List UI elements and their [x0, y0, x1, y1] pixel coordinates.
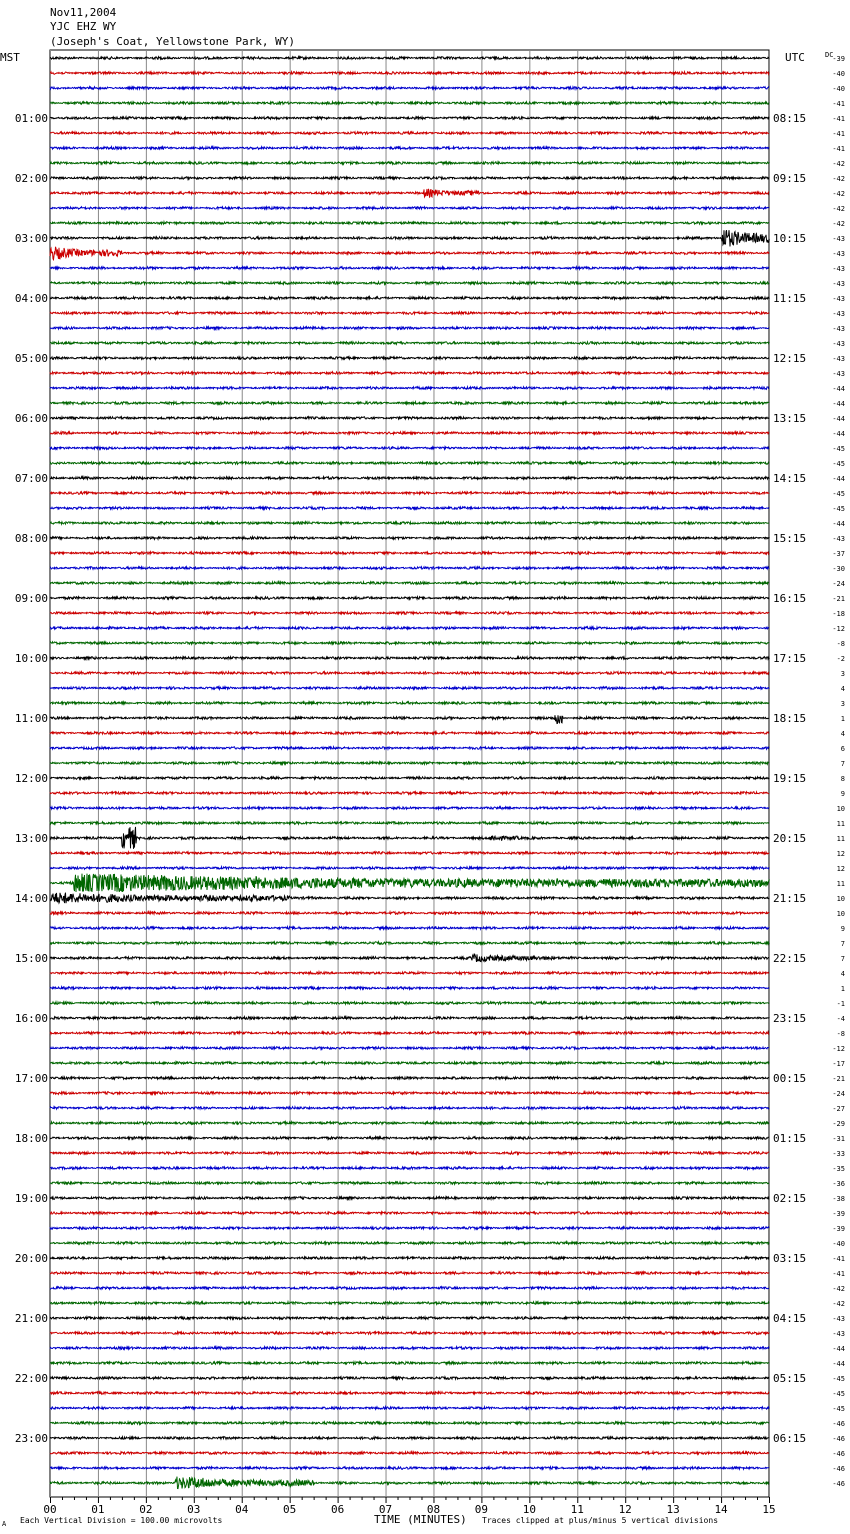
dc-offset-label: -40: [832, 1240, 845, 1248]
x-tick-label: 01: [91, 1503, 105, 1516]
dc-offset-label: -41: [832, 1255, 845, 1263]
utc-hour-label: 09:15: [773, 172, 807, 185]
trace-row: [50, 177, 769, 180]
trace-row: [50, 612, 769, 615]
trace-row: [50, 893, 769, 904]
mst-hour-label: 21:00: [14, 1312, 48, 1325]
trace-row: [50, 1197, 769, 1200]
dc-offset-label: -38: [832, 1195, 845, 1203]
dc-offset-label: 11: [836, 835, 845, 843]
trace-row: [50, 357, 769, 360]
dc-offset-label: -39: [832, 1225, 845, 1233]
dc-offset-label: 7: [840, 940, 845, 948]
trace-row: [50, 627, 769, 630]
utc-hour-label: 22:15: [773, 952, 807, 965]
dc-offset-label: -39: [832, 1210, 845, 1218]
dc-offset-label: -37: [832, 550, 845, 558]
trace-row: [50, 432, 769, 435]
dc-offset-label: -42: [832, 220, 845, 228]
x-axis-label: TIME (MINUTES): [374, 1513, 467, 1526]
utc-hour-label: 13:15: [773, 412, 807, 425]
mst-hour-label: 20:00: [14, 1252, 48, 1265]
corner-mark: A: [2, 1520, 7, 1528]
trace-row: [50, 954, 769, 962]
utc-hour-label: 04:15: [773, 1312, 807, 1325]
utc-hour-label: 11:15: [773, 292, 807, 305]
dc-offset-label: -43: [832, 235, 845, 243]
dc-offset-label: -4: [836, 1015, 845, 1023]
trace-row: [50, 372, 769, 375]
trace-row: [50, 387, 769, 390]
dc-offset-label: 7: [840, 955, 845, 963]
trace-row: [50, 297, 769, 300]
trace-row: [50, 327, 769, 330]
trace-row: [50, 672, 769, 675]
x-tick-label: 02: [139, 1503, 153, 1516]
trace-row: [50, 1017, 769, 1020]
chart-subtitle: (Joseph's Coat, Yellowstone Park, WY): [50, 35, 296, 48]
dc-offset-label: -46: [832, 1435, 845, 1443]
x-tick-label: 15: [762, 1503, 776, 1516]
trace-row: [50, 72, 769, 75]
dc-offset-label: -36: [832, 1180, 845, 1188]
trace-row: [50, 1407, 769, 1410]
trace-row: [50, 1167, 769, 1170]
trace-row: [50, 117, 769, 120]
mst-hour-label: 14:00: [14, 892, 48, 905]
trace-row: [50, 927, 769, 930]
dc-offset-label: 7: [840, 760, 845, 768]
dc-offset-label: -18: [832, 610, 845, 618]
dc-offset-label: -44: [832, 1360, 845, 1368]
dc-offset-label: -43: [832, 265, 845, 273]
trace-row: [50, 462, 769, 465]
mst-hour-label: 07:00: [14, 472, 48, 485]
trace-row: [50, 247, 769, 260]
dc-offset-label: 3: [840, 700, 845, 708]
clip-note: Traces clipped at plus/minus 5 vertical divisions: [482, 1516, 719, 1525]
x-tick-label: 14: [714, 1503, 728, 1516]
trace-row: [50, 447, 769, 450]
utc-hour-label: 03:15: [773, 1252, 807, 1265]
dc-offset-label: -21: [832, 595, 845, 603]
trace-row: [50, 1422, 769, 1425]
trace-row: [50, 57, 769, 60]
utc-hour-label: 17:15: [773, 652, 807, 665]
dc-offset-label: -43: [832, 1315, 845, 1323]
dc-offset-label: -46: [832, 1465, 845, 1473]
mst-hour-label: 19:00: [14, 1192, 48, 1205]
utc-hour-label: 01:15: [773, 1132, 807, 1145]
trace-row: [50, 1392, 769, 1395]
dc-offset-label: -43: [832, 355, 845, 363]
dc-offset-label: -42: [832, 175, 845, 183]
trace-row: [50, 852, 769, 855]
dc-offset-label: -43: [832, 325, 845, 333]
dc-offset-label: 12: [836, 865, 845, 873]
x-tick-label: 09: [474, 1503, 489, 1516]
x-tick-label: 10: [522, 1503, 536, 1516]
mst-hour-label: 04:00: [14, 292, 48, 305]
trace-row: [50, 642, 769, 645]
dc-offset-label: -29: [832, 1120, 845, 1128]
trace-row: [50, 402, 769, 405]
trace-row: [50, 987, 769, 990]
x-tick-label: 12: [618, 1503, 632, 1516]
mst-hour-label: 12:00: [14, 772, 48, 785]
trace-row: [50, 537, 769, 540]
trace-row: [50, 147, 769, 150]
label-layer: [15, 55, 845, 1516]
trace-row: [50, 230, 769, 246]
dc-offset-label: -43: [832, 250, 845, 258]
dc-offset-label: -42: [832, 190, 845, 198]
trace-row: [50, 1047, 769, 1050]
dc-offset-label: -42: [832, 205, 845, 213]
mst-hour-label: 01:00: [14, 112, 48, 125]
dc-offset-label: 11: [836, 880, 845, 888]
trace-row: [50, 1437, 769, 1440]
dc-offset-label: 4: [840, 685, 845, 693]
dc-offset-label: -1: [836, 1000, 845, 1008]
trace-row: [50, 807, 769, 810]
trace-row: [50, 1467, 769, 1470]
mst-hour-label: 11:00: [14, 712, 48, 725]
trace-row: [50, 1107, 769, 1110]
trace-row: [50, 102, 769, 105]
dc-offset-label: -12: [832, 625, 845, 633]
dc-offset-label: -43: [832, 310, 845, 318]
dc-offset-label: -42: [832, 1285, 845, 1293]
dc-offset-label: -42: [832, 160, 845, 168]
trace-row: [50, 715, 769, 723]
mst-hour-label: 15:00: [14, 952, 48, 965]
utc-hour-label: 06:15: [773, 1432, 807, 1445]
dc-offset-label: -33: [832, 1150, 845, 1158]
dc-offset-label: 6: [840, 745, 845, 753]
utc-hour-label: 19:15: [773, 772, 807, 785]
dc-offset-label: 11: [836, 820, 845, 828]
trace-row: [50, 1477, 769, 1489]
utc-hour-label: 16:15: [773, 592, 807, 605]
trace-row: [50, 1077, 769, 1080]
utc-hour-label: 18:15: [773, 712, 807, 725]
trace-row: [50, 867, 769, 870]
dc-offset-label: -43: [832, 370, 845, 378]
trace-row: [50, 747, 769, 750]
utc-hour-label: 21:15: [773, 892, 807, 905]
trace-row: [50, 1302, 769, 1305]
utc-hour-label: 12:15: [773, 352, 807, 365]
dc-offset-label: -44: [832, 520, 845, 528]
trace-row: [50, 597, 769, 600]
trace-row: [50, 1227, 769, 1230]
trace-row: [50, 1242, 769, 1245]
utc-hour-label: 08:15: [773, 112, 807, 125]
mst-hour-label: 17:00: [14, 1072, 48, 1085]
x-tick-label: 04: [235, 1503, 249, 1516]
dc-offset-label: -24: [832, 1090, 845, 1098]
dc-offset-label: -35: [832, 1165, 845, 1173]
dc-offset-label: -8: [836, 1030, 845, 1038]
trace-row: [50, 87, 769, 90]
trace-row: [50, 762, 769, 765]
trace-row: [50, 507, 769, 510]
x-tick-label: 06: [330, 1503, 345, 1516]
mst-hour-label: 22:00: [14, 1372, 48, 1385]
dc-offset-label: -41: [832, 1270, 845, 1278]
dc-offset-label: -21: [832, 1075, 845, 1083]
dc-offset-label: -45: [832, 490, 845, 498]
dc-offset-label: 10: [836, 895, 845, 903]
dc-offset-label: -44: [832, 475, 845, 483]
dc-offset-label: -46: [832, 1480, 845, 1488]
dc-offset-label: 8: [840, 775, 845, 783]
trace-row: [50, 777, 769, 780]
trace-row: [50, 1092, 769, 1095]
trace-row: [50, 1137, 769, 1140]
x-tick-label: 05: [283, 1503, 297, 1516]
trace-row: [50, 312, 769, 315]
trace-row: [50, 827, 769, 849]
x-tick-label: 07: [378, 1503, 393, 1516]
dc-offset-label: -43: [832, 1330, 845, 1338]
dc-offset-label: -17: [832, 1060, 845, 1068]
trace-row: [50, 1212, 769, 1215]
mst-hour-label: 16:00: [14, 1012, 48, 1025]
mst-hour-label: 18:00: [14, 1132, 48, 1145]
dc-offset-label: -30: [832, 565, 845, 573]
dc-offset-label: 9: [840, 925, 845, 933]
dc-offset-label: -45: [832, 1390, 845, 1398]
dc-offset-label: -39: [832, 55, 845, 63]
dc-offset-label: -45: [832, 1375, 845, 1383]
dc-offset-label: 9: [840, 790, 845, 798]
x-tick-label: 11: [570, 1503, 584, 1516]
trace-row: [50, 1152, 769, 1155]
trace-row: [50, 1062, 769, 1065]
dc-offset-label: -44: [832, 385, 845, 393]
chart-title: YJC EHZ WY: [50, 20, 117, 33]
dc-offset-label: 10: [836, 805, 845, 813]
trace-row: [50, 942, 769, 945]
dc-offset-label: -43: [832, 280, 845, 288]
mst-hour-label: 23:00: [14, 1432, 48, 1445]
mst-hour-label: 02:00: [14, 172, 48, 185]
trace-row: [50, 732, 769, 735]
trace-row: [50, 477, 769, 480]
trace-row: [50, 132, 769, 135]
trace-row: [50, 1272, 769, 1275]
dc-offset-label: -41: [832, 130, 845, 138]
right-zone-label: UTC: [785, 51, 805, 64]
trace-row: [50, 189, 769, 197]
trace-row: [50, 207, 769, 210]
mst-hour-label: 03:00: [14, 232, 48, 245]
trace-row: [50, 1032, 769, 1035]
trace-row: [50, 1332, 769, 1335]
trace-row: [50, 1452, 769, 1455]
trace-row: [50, 222, 769, 225]
dc-offset-label: -41: [832, 145, 845, 153]
dc-offset-label: -46: [832, 1420, 845, 1428]
utc-hour-label: 15:15: [773, 532, 807, 545]
dc-offset-label: -42: [832, 1300, 845, 1308]
dc-offset-label: 4: [840, 970, 845, 978]
trace-row: [50, 874, 769, 892]
mst-hour-label: 06:00: [14, 412, 48, 425]
dc-offset-label: -41: [832, 100, 845, 108]
trace-row: [50, 267, 769, 270]
dc-offset-label: -44: [832, 1345, 845, 1353]
trace-row: [50, 492, 769, 495]
dc-offset-label: -43: [832, 340, 845, 348]
utc-hour-label: 05:15: [773, 1372, 807, 1385]
dc-column-label: DC: [825, 51, 834, 59]
utc-hour-label: 02:15: [773, 1192, 807, 1205]
dc-offset-label: 1: [840, 985, 845, 993]
utc-hour-label: 10:15: [773, 232, 807, 245]
chart-date: Nov11,2004: [50, 6, 117, 19]
trace-row: [50, 1362, 769, 1365]
x-tick-label: 13: [666, 1503, 680, 1516]
dc-offset-label: -24: [832, 580, 845, 588]
trace-row: [50, 657, 769, 660]
dc-offset-label: -45: [832, 1405, 845, 1413]
dc-offset-label: -43: [832, 535, 845, 543]
left-zone-label: MST: [0, 51, 20, 64]
dc-offset-label: 10: [836, 910, 845, 918]
trace-row: [50, 552, 769, 555]
dc-offset-label: -12: [832, 1045, 845, 1053]
trace-row: [50, 342, 769, 345]
utc-hour-label: 23:15: [773, 1012, 807, 1025]
mst-hour-label: 10:00: [14, 652, 48, 665]
dc-offset-label: -40: [832, 85, 845, 93]
dc-offset-label: 4: [840, 730, 845, 738]
dc-offset-label: -2: [836, 655, 845, 663]
dc-offset-label: -31: [832, 1135, 845, 1143]
scale-note: Each Vertical Division = 100.00 microvolts: [20, 1516, 223, 1525]
trace-row: [50, 687, 769, 690]
dc-offset-label: -41: [832, 115, 845, 123]
x-tick-label: 03: [187, 1503, 201, 1516]
trace-row: [50, 822, 769, 825]
dc-offset-label: 12: [836, 850, 845, 858]
dc-offset-label: -45: [832, 505, 845, 513]
mst-hour-label: 09:00: [14, 592, 48, 605]
dc-offset-label: -8: [836, 640, 845, 648]
dc-offset-label: 1: [840, 715, 845, 723]
trace-row: [50, 522, 769, 525]
dc-offset-label: -44: [832, 400, 845, 408]
dc-offset-label: -45: [832, 445, 845, 453]
mst-hour-label: 05:00: [14, 352, 48, 365]
trace-row: [50, 1347, 769, 1350]
trace-row: [50, 417, 769, 420]
dc-offset-label: -46: [832, 1450, 845, 1458]
dc-offset-label: 3: [840, 670, 845, 678]
trace-row: [50, 702, 769, 705]
utc-hour-label: 20:15: [773, 832, 807, 845]
x-tick-label: 08: [426, 1503, 441, 1516]
dc-offset-label: -45: [832, 460, 845, 468]
dc-offset-label: -27: [832, 1105, 845, 1113]
trace-row: [50, 1002, 769, 1005]
dc-offset-label: -44: [832, 415, 845, 423]
dc-offset-label: -40: [832, 70, 845, 78]
trace-row: [50, 282, 769, 285]
trace-row: [50, 1287, 769, 1290]
plot-frame: [50, 50, 769, 1497]
mst-hour-label: 08:00: [14, 532, 48, 545]
utc-hour-label: 14:15: [773, 472, 807, 485]
trace-layer: [50, 57, 769, 1489]
trace-row: [50, 972, 769, 975]
trace-row: [50, 582, 769, 585]
trace-row: [50, 567, 769, 570]
trace-row: [50, 1257, 769, 1260]
x-tick-label: 00: [43, 1503, 57, 1516]
trace-row: [50, 1182, 769, 1185]
trace-row: [50, 912, 769, 915]
trace-row: [50, 792, 769, 795]
trace-row: [50, 162, 769, 165]
trace-row: [50, 1377, 769, 1380]
utc-hour-label: 00:15: [773, 1072, 807, 1085]
dc-offset-label: -43: [832, 295, 845, 303]
dc-offset-label: -44: [832, 430, 845, 438]
trace-row: [50, 1122, 769, 1125]
trace-row: [50, 1317, 769, 1320]
mst-hour-label: 13:00: [14, 832, 48, 845]
